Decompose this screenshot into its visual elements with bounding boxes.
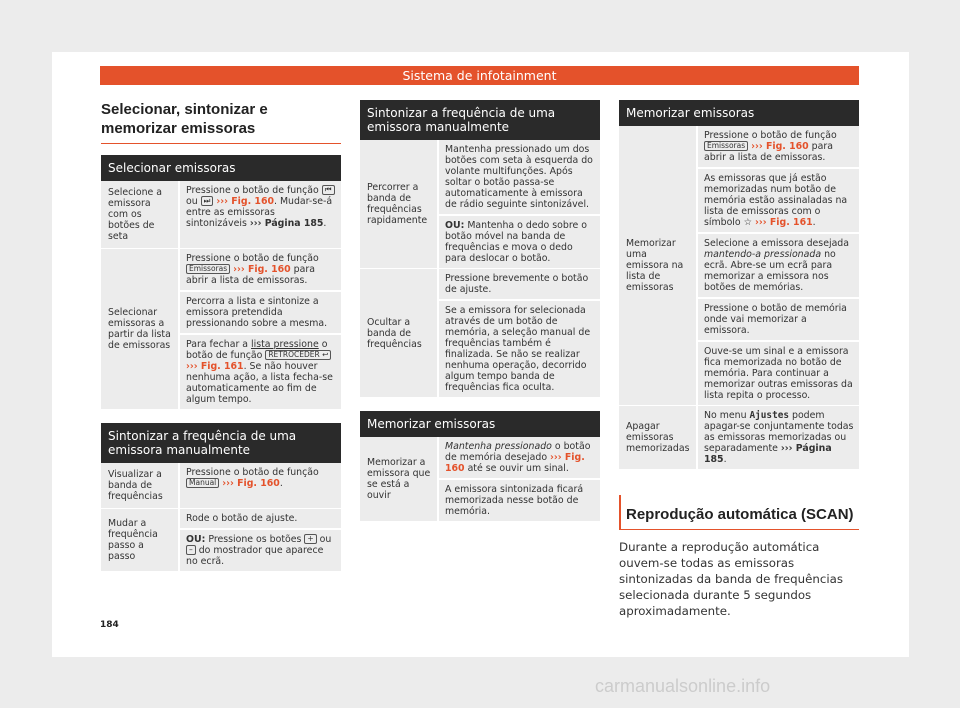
page-number: 184: [100, 620, 119, 630]
row-value: Pressione o botão de função Emissoras ››› Fig. 160 para abrir a lista de emissoras.: [186, 253, 319, 286]
page-link[interactable]: ››› Página 185: [704, 443, 832, 465]
figure-link[interactable]: ››› Fig. 160: [216, 196, 274, 207]
row-label: Mudar a frequência passo a passo: [108, 518, 158, 562]
plus-key: +: [304, 534, 316, 544]
row-value: Percorra a lista e sintonize a emissora pretendida pressionando sobre a mesma.: [180, 290, 341, 333]
table-select-stations: [101, 155, 341, 409]
row-label: Ocultar a banda de frequências: [367, 316, 422, 350]
column-left: [101, 100, 341, 585]
table-row: [360, 140, 600, 269]
table-header: Selecionar emissoras: [101, 155, 341, 181]
row-value: Pressione o botão de função Emissoras ››› Fig. 160 para abrir a lista de emissoras.: [704, 130, 837, 163]
figure-link[interactable]: ››› Fig. 161: [755, 217, 813, 228]
back-key: RETROCEDER ↩: [265, 350, 331, 360]
table-row: [619, 126, 859, 406]
running-header: Sistema de infotainment: [100, 66, 859, 85]
watermark: carmanualsonline.info: [595, 676, 771, 696]
table-row: [619, 406, 859, 469]
table-row: [101, 249, 341, 409]
row-value: Pressione o botão de função ⏮ ou ⏭ ››› Fig. 160. Mudar-se-á entre as emissoras sintonizáveis ››› Página 185.: [180, 181, 341, 233]
row-value: Rode o botão de ajuste.: [186, 513, 298, 524]
column-right: [619, 100, 859, 619]
minus-key: –: [186, 545, 196, 555]
figure-link[interactable]: ››› Fig. 160: [751, 141, 809, 152]
table-store-stations: [360, 411, 600, 521]
seek-back-icon: ⏮: [322, 185, 335, 195]
row-label: Visualizar a banda de frequências: [108, 469, 163, 502]
row-value: Pressione o botão de memória onde vai memorizar a emissora.: [698, 297, 859, 340]
back-arrow-icon: ↩: [322, 350, 329, 359]
table-row: [360, 437, 600, 521]
table-row: [360, 269, 600, 397]
table-header: Sintonizar a frequência de uma emissora manualmente: [360, 100, 600, 140]
row-label: Memorizar a emissora que se está a ouvir: [367, 457, 431, 501]
seek-forward-icon: ⏭: [201, 196, 214, 206]
row-value: Mantenha pressionado um dos botões com seta à esquerda do volante multifunções. Após soltar o botão passa-se automaticamente à emissora de rádio seguinte sintonizável.: [445, 144, 593, 210]
table-row: [101, 181, 341, 249]
table-store-stations-list: [619, 100, 859, 469]
row-label: Apagar emissoras memorizadas: [626, 421, 690, 454]
column-middle: [360, 100, 600, 535]
body-paragraph: Durante a reprodução automática ouvem-se todas as emissoras sintonizadas da banda de frequências selecionada durante 5 segundos aproximadamente.: [619, 540, 843, 618]
row-value: Pressione brevemente o botão de ajuste.: [445, 273, 589, 295]
row-label: Selecione a emissora com os botões de seta: [108, 187, 163, 242]
figure-link[interactable]: ››› Fig. 160: [222, 478, 280, 489]
table-header: Memorizar emissoras: [619, 100, 859, 126]
manual-key: Manual: [186, 478, 219, 488]
table-row: [101, 509, 341, 571]
figure-link[interactable]: ››› Fig. 160: [445, 452, 585, 474]
row-value: As emissoras que já estão memorizadas num botão de memória estão assinaladas na lista de emissoras com o símbolo ☆ ››› Fig. 161.: [698, 167, 859, 232]
table-manual-tuning: [101, 423, 341, 571]
row-label: Percorrer a banda de frequências rapidamente: [367, 182, 428, 226]
section-title-auto-scan: Reprodução automática (SCAN): [619, 495, 859, 530]
row-value: Para fechar a lista pressione o botão de função RETROCEDER ↩ ››› Fig. 161. Se não houver nenhuma ação, a lista fecha-se automaticamente ao fim de algum tempo.: [180, 333, 341, 409]
row-value: No menu Ajustes podem apagar-se conjuntamente todas as emissoras memorizadas ou separadamente ››› Página 185.: [704, 410, 854, 465]
table-header: Memorizar emissoras: [360, 411, 600, 437]
stations-key: Emissoras: [704, 141, 748, 151]
row-value: A emissora sintonizada ficará memorizada nesse botão de memória.: [439, 478, 600, 521]
row-label: Memorizar uma emissora na lista de emissoras: [626, 238, 684, 293]
table-header: Sintonizar a frequência de uma emissora manualmente: [101, 423, 341, 463]
page-link[interactable]: ››› Página 185: [249, 218, 324, 229]
row-value: Se a emissora for selecionada através de um botão de memória, a seleção manual de frequências também é finalizada. Se não se realizar nenhuma operação, decorrido algum tempo banda de frequências fica oculta.: [439, 299, 600, 397]
section-title-select-tune-store: Selecionar, sintonizar e memorizar emissoras: [101, 100, 341, 144]
figure-link[interactable]: ››› Fig. 160: [233, 264, 291, 275]
star-icon: ☆: [743, 217, 753, 228]
row-value: Selecione a emissora desejada mantendo-a pressionada no ecrã. Abre-se um ecrã para memorizar a emissora nos botões de memórias.: [698, 232, 859, 297]
row-value: Pressione o botão de função Manual ››› Fig. 160.: [186, 467, 319, 489]
stations-key: Emissoras: [186, 264, 230, 274]
table-row: [101, 463, 341, 509]
row-value: OU: Mantenha o dedo sobre o botão móvel na banda de frequências e mova o dedo para deslocar o botão.: [439, 214, 600, 268]
row-value: OU: Pressione os botões + ou – do mostrador que aparece no ecrã.: [180, 528, 341, 571]
row-value: Ouve-se um sinal e a emissora fica memorizada no botão de memória. Para continuar a memorizar outras emissoras da lista repita o processo.: [698, 340, 859, 405]
figure-link[interactable]: ››› Fig. 161: [186, 361, 244, 372]
row-label: Selecionar emissoras a partir da lista de emissoras: [108, 307, 171, 351]
row-value: Mantenha pressionado o botão de memória desejado ››› Fig. 160 até se ouvir um sinal.: [445, 441, 591, 474]
table-manual-tuning-2: [360, 100, 600, 397]
